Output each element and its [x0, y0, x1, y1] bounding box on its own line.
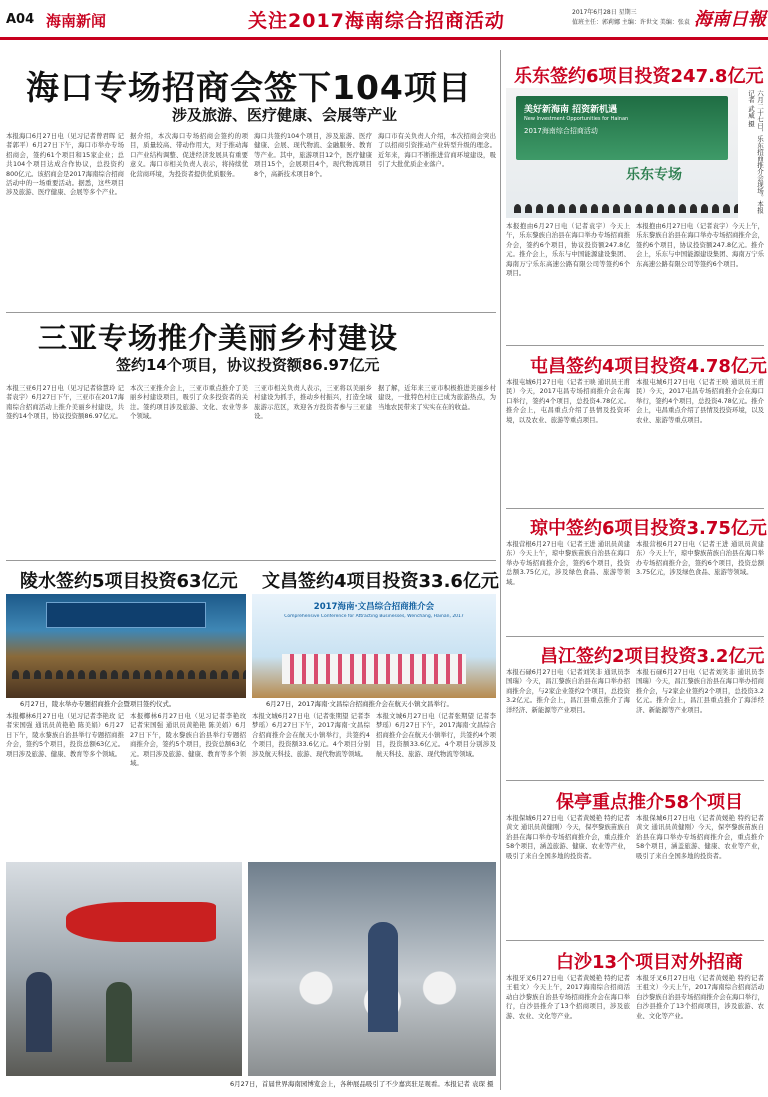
screen-title: 2017海南·文昌综合招商推介会 — [313, 602, 435, 612]
baisha-body: 本报牙叉6月27日电（记者黄媛艳 特约记者王祖文）今天上午，2017海南综合招商活动白沙黎族自治县专场招商推介会在海口举行，白沙县推介了13个招商项目，涉及旅游、农业、文化等产业。 — [506, 974, 630, 1020]
haikou-subtitle: 涉及旅游、医疗健康、会展等产业 — [172, 106, 398, 124]
qiongzhong-body-cont: 本报营根6月27日电（记者王进 通讯员黄建东）今天上午，琼中黎族苗族自治县在海口举办专场招商推介会，签约6个项目，投资总额3.75亿元，涉及绿色食品、旅游等领域。 — [636, 540, 764, 577]
lingshui-headline: 陵水签约5项目投资63亿元 — [20, 571, 238, 592]
haikou-col2: 据介绍，本次海口专场招商会签约的项目，质量较高、带动作用大，对于推动海口产业结构调整、促进经济发展具有重要意义。海口市相关负责人表示，将持续优化营商环境，为投资者提供优质服务。 — [130, 132, 248, 178]
bottom-photo-caption: 6月27日，首届世界海南园博览会上，各种展品吸引了不少嘉宾驻足观看。本报记者 袁琛 摄 — [230, 1080, 494, 1088]
exhibition-photo-left — [6, 862, 242, 1076]
date-info — [572, 8, 692, 28]
screen-subtitle: Comprehensive Conference for Attracting Businesses, Wenchang, Hainan, 2017 — [284, 614, 464, 619]
section-name: 海南新闻 — [46, 12, 107, 30]
wenchang-body-cont: 本报文城6月27日电（记者张期望 记者李梦瑶）6月27日下午，2017海南·文昌综合招商推介会在航天小镇举行，共签约4个项目，投资额33.6亿元。4个项目分别涉及航天科技、旅游、现代物流等领域。 — [376, 712, 496, 758]
haikou-col3: 海口共签约104个项目，涉及旅游、医疗健康、会展、现代物流、金融服务、教育等产业。其中，旅游项目12个，医疗健康项目15个，会展项目4个，现代物流项目8个，高新技术项目8个。 — [254, 132, 372, 178]
divider — [506, 636, 764, 637]
wenchang-photo — [252, 594, 496, 698]
sanya-col1: 本报三亚6月27日电（见习记者徐慧玲 记者袁宇）6月27日下午，三亚市在2017海南综合招商活动上推介美丽乡村建设，共签约14个项目，协议投资额86.97亿元。 — [6, 384, 124, 421]
page-banner — [0, 0, 768, 40]
exhibition-photo-right — [248, 862, 496, 1076]
sanya-col2: 本次三亚推介会上，三亚市重点推介了美丽乡村建设项目，吸引了众多投资者的关注。签约项目涉及旅游、文化、农业等多个领域。 — [130, 384, 248, 421]
ledong-body-cont: 本报抱由6月27日电（记者袁宇）今天上午，乐东黎族自治县在海口举办专场招商推介会，签约6个项目，协议投资额247.8亿元。推介会上，乐东与中国能源建设集团、海南万宁乐东高速公路有限公司等签约6个项目。 — [636, 222, 764, 268]
haikou-col4: 海口市有关负责人介绍，本次招商会突出了以招商引资推动产业转型升级的理念。近年来，海口不断推进营商环境建设，吸引了大批优质企业落户。 — [378, 132, 496, 169]
visitor — [26, 972, 52, 1052]
screen-line3: 2017海南综合招商活动 — [524, 127, 598, 135]
baoting-headline: 保亭重点推介58个项目 — [556, 792, 744, 813]
page-number: A04 — [6, 12, 35, 27]
screen-line1: 美好新海南 招资新机遇 — [524, 105, 618, 115]
sanya-headline: 三亚专场推介美丽乡村建设 — [38, 321, 399, 355]
tunchang-headline: 屯昌签约4项目投资4.78亿元 — [530, 356, 767, 377]
divider — [506, 940, 764, 941]
audience — [512, 198, 732, 217]
tunchang-body-cont: 本报屯城6月27日电（记者王映 通讯员王甫民）今天，2017屯昌专场招商推介会在海口举行，签约4个项目，总投资4.78亿元。推介会上，屯昌重点介绍了县情及投资环境，以及农业、旅游等重点项目。 — [636, 378, 764, 424]
baisha-headline: 白沙13个项目对外招商 — [556, 952, 744, 973]
visitor — [368, 922, 398, 1032]
lingshui-body-cont: 本报椰林6月27日电（见习记者李艳玫 记者宋国强 通讯员黄艳艳 陈美娟）6月27日下午，陵水黎族自治县举行专题招商推介会，签约5个项目，投资总额63亿元。项目涉及旅游、健康、教育等多个领域。 — [130, 712, 246, 768]
model-aircraft — [66, 902, 216, 942]
ledong-headline: 乐东签约6项目投资247.8亿元 — [514, 66, 764, 87]
changjiang-body: 本报石碌6月27日电（记者刘笑非 通讯员李国瑞）今天，昌江黎族自治县在海口举办招商推介会，与2家企业签约2个项目，总投资3.2亿元。推介会上，昌江县重点推介了海洋经济、新能源等产业项目。 — [506, 668, 630, 714]
crowd — [10, 664, 242, 683]
column-separator — [500, 50, 501, 1090]
ledong-body: 本报抱由6月27日电（记者袁宇）今天上午，乐东黎族自治县在海口举办专场招商推介会，签约6个项目，协议投资额247.8亿元。推介会上，乐东与中国能源建设集团、海南万宁乐东高速公路有限公司等签约6个项目。 — [506, 222, 630, 278]
changjiang-body-cont: 本报石碌6月27日电（记者刘笑非 通讯员李国瑞）今天，昌江黎族自治县在海口举办招商推介会，与2家企业签约2个项目，总投资3.2亿元。推介会上，昌江县重点推介了海洋经济、新能源等产业项目。 — [636, 668, 764, 714]
haikou-headline: 海口专场招商会签下104项目 — [26, 68, 472, 107]
tunchang-body: 本报屯城6月27日电（记者王映 通讯员王甫民）今天，2017屯昌专场招商推介会在海口举行，签约4个项目，总投资4.78亿元。推介会上，屯昌重点介绍了县情及投资环境，以及农业、旅游等重点项目。 — [506, 378, 630, 424]
divider — [506, 508, 764, 509]
lingshui-caption: 6月27日，陵水举办专题招商推介会暨项目签约仪式。 — [20, 700, 176, 708]
baoting-body: 本报保城6月27日电（记者黄媛艳 特约记者黄文 通讯员黄健刚）今天，保亭黎族苗族自治县在海口举办专场招商推介会，重点推介58个项目，涵盖旅游、健康、农业等产业，吸引了来自全国多地的投资者。 — [506, 814, 630, 860]
qiongzhong-headline: 琼中签约6项目投资3.75亿元 — [530, 518, 767, 539]
stage-screen — [46, 602, 206, 628]
wenchang-body: 本报文城6月27日电（记者张期望 记者李梦瑶）6月27日下午，2017海南·文昌综合招商推介会在航天小镇举行，共签约4个项目，投资额33.6亿元。4个项目分别涉及航天科技、旅游、现代物流等领域。 — [252, 712, 370, 758]
wenchang-caption: 6月27日，2017海南·文昌综合招商推介会在航天小镇文昌举行。 — [266, 700, 454, 708]
lingshui-photo — [6, 594, 246, 698]
sanya-col3: 三亚市相关负责人表示，三亚将以美丽乡村建设为抓手，推动乡村振兴，打造全域旅游示范区，欢迎各方投资者参与三亚建设。 — [254, 384, 372, 421]
stage-screen — [516, 96, 728, 160]
baisha-body-cont: 本报牙叉6月27日电（记者黄媛艳 特约记者王祖文）今天上午，2017海南综合招商活动白沙黎族自治县专场招商推介会在海口举行，白沙县推介了13个招商项目，涉及旅游、农业、文化等产业。 — [636, 974, 764, 1020]
haikou-col1: 本报海口6月27日电（见习记者曾君晖 记者郭平）6月27日下午，海口市举办专场招商会，签约61个项目和15家企业；总共104个项目达成合作协议，总投资约800亿元。该招商会是2017海南综合招商活动中的一场重要活动。据悉，这些项目涉及旅游、医疗健康、会展等多个产业。 — [6, 132, 124, 197]
ledong-side-caption: 六月二十七日，乐东招商推介会现场。本报记者 武威 摄 — [747, 90, 764, 214]
divider — [6, 312, 496, 313]
divider — [506, 780, 764, 781]
performers — [282, 654, 466, 684]
wenchang-headline: 文昌签约4项目投资33.6亿元 — [262, 571, 499, 592]
divider — [506, 345, 764, 346]
banner-title: 关注2017海南综合招商活动 — [248, 10, 505, 32]
editor-line: 值班主任：郭莉娜 主编：许世文 美编：张袁 — [572, 19, 690, 26]
qiongzhong-body: 本报营根6月27日电（记者王进 通讯员黄建东）今天上午，琼中黎族苗族自治县在海口举办专场招商推介会，签约6个项目，投资总额3.75亿元，涉及绿色食品、旅游等领域。 — [506, 540, 630, 586]
divider — [6, 560, 496, 561]
baoting-body-cont: 本报保城6月27日电（记者黄媛艳 特约记者黄文 通讯员黄健刚）今天，保亭黎族苗族自治县在海口举办专场招商推介会，重点推介58个项目，涵盖旅游、健康、农业等产业，吸引了来自全国多地的投资者。 — [636, 814, 764, 860]
date-line: 2017年6月28日 星期三 — [572, 9, 637, 16]
lingshui-body: 本报椰林6月27日电（见习记者李艳玫 记者宋国强 通讯员黄艳艳 陈美娟）6月27日下午，陵水黎族自治县举行专题招商推介会，签约5个项目，投资总额63亿元。项目涉及旅游、健康、教育等多个领域。 — [6, 712, 124, 758]
sanya-subtitle: 签约14个项目，协议投资额86.97亿元 — [116, 356, 380, 374]
screen-line2: New Investment Opportunities for Hainan — [524, 116, 629, 122]
screen-line4: 乐东专场 — [626, 167, 682, 183]
newspaper-logo: 海南日報 — [694, 9, 766, 30]
visitor — [106, 982, 132, 1062]
ledong-photo — [506, 88, 738, 218]
sanya-col4: 据了解，近年来三亚市积极推进美丽乡村建设，一批特色村庄已成为旅游热点，为当地农民带来了实实在在的收益。 — [378, 384, 496, 411]
changjiang-headline: 昌江签约2项目投资3.2亿元 — [540, 646, 765, 667]
